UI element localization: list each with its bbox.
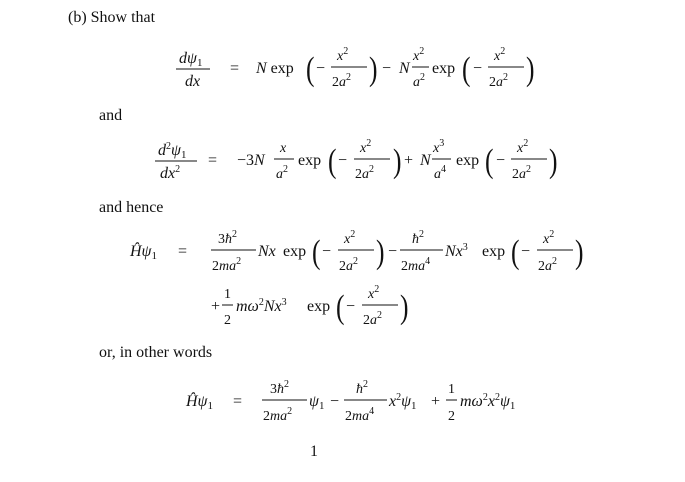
svg-text:ψ1: ψ1 <box>309 393 325 412</box>
svg-text:exp: exp <box>432 60 456 77</box>
svg-text:−: − <box>316 60 326 77</box>
svg-text:Nx: Nx <box>258 243 276 260</box>
svg-text:2ma2: $2ma^2$ <box>263 406 293 424</box>
svg-text:(: ( <box>485 141 494 180</box>
svg-text:ħ2: $ħ^2$ <box>356 379 368 397</box>
svg-text:2ma4: $2ma^4$ <box>401 256 431 274</box>
svg-text:1: 1 <box>448 382 455 397</box>
svg-text:x2: $x^2$ <box>413 46 425 64</box>
svg-text:x2: $x^2$ <box>360 138 372 156</box>
svg-text:x3: $x^3$ <box>433 138 445 156</box>
equation-4 <box>185 379 515 424</box>
svg-text:d2ψ1: $d^2\psi 1$ <box>158 141 187 161</box>
svg-text:a2: $a^2$ <box>413 72 425 90</box>
svg-text:−: − <box>346 298 356 315</box>
svg-text:2a2: $2a^2$ <box>512 164 531 182</box>
svg-text:mω2x2ψ1: $m\omega^2x^2\psi 1$ <box>460 392 516 412</box>
svg-text:x: x <box>280 141 287 156</box>
svg-text:x2: $x^2$ <box>543 229 555 247</box>
svg-text:exp: exp <box>482 243 506 260</box>
svg-text:): ) <box>549 141 558 180</box>
svg-text:−: − <box>330 393 340 410</box>
svg-text:−: − <box>338 152 348 169</box>
svg-text:dψ1: dψ1 <box>179 50 203 69</box>
svg-text:2a2: $2a^2$ <box>332 72 351 90</box>
svg-text:−: − <box>496 152 506 169</box>
svg-text:−: − <box>521 243 531 260</box>
svg-text:Ĥψ1: Ĥψ1 <box>130 243 157 262</box>
svg-text:2a2: $2a^2$ <box>363 310 382 328</box>
svg-text:): ) <box>369 49 378 88</box>
svg-text:−: − <box>382 60 392 77</box>
svg-text:N: N <box>399 60 410 77</box>
svg-text:x2: $x^2$ <box>344 229 356 247</box>
svg-text:(: ( <box>336 287 345 326</box>
svg-text:N exp: N exp <box>256 60 294 77</box>
svg-text:2a2: $2a^2$ <box>538 256 557 274</box>
svg-text:−: − <box>473 60 483 77</box>
svg-text:): ) <box>393 141 402 180</box>
svg-text:a2: $a^2$ <box>276 164 288 182</box>
svg-text:exp: exp <box>456 152 480 169</box>
svg-text:−: − <box>388 243 398 260</box>
svg-text:Ĥψ1: Ĥψ1 <box>186 393 213 412</box>
svg-text:−: − <box>322 243 332 260</box>
svg-text:(: ( <box>511 232 520 271</box>
connector-and: and <box>99 107 123 124</box>
svg-text:2a2: $2a^2$ <box>339 256 358 274</box>
svg-text:1: 1 <box>224 287 231 302</box>
svg-text:): ) <box>400 287 409 326</box>
svg-text:2ma2: $2ma^2$ <box>212 256 242 274</box>
svg-text:exp: exp <box>298 152 322 169</box>
svg-text:=: = <box>233 393 243 410</box>
equation-3 <box>129 229 583 328</box>
svg-text:+: + <box>431 393 441 410</box>
page-number: 1 <box>310 443 318 460</box>
svg-text:=: = <box>178 243 188 260</box>
part-heading: (b) Show that <box>68 9 156 26</box>
connector-other-words: or, in other words <box>99 344 213 361</box>
svg-text:N: N <box>420 152 431 169</box>
svg-text:x2: $x^2$ <box>494 46 506 64</box>
svg-text:): ) <box>376 232 385 271</box>
svg-text:2ma4: $2ma^4$ <box>345 406 375 424</box>
svg-text:x2: $x^2$ <box>337 46 349 64</box>
svg-text:+: + <box>404 152 414 169</box>
svg-text:): ) <box>526 49 535 88</box>
svg-text:(: ( <box>462 49 471 88</box>
svg-text:exp: exp <box>283 243 307 260</box>
svg-text:−3N: −3N <box>237 152 265 169</box>
svg-text:x2: $x^2$ <box>368 284 380 302</box>
equation-2 <box>155 138 557 182</box>
svg-text:3ħ2: $3ħ^2$ <box>270 379 289 397</box>
svg-text:=: = <box>208 152 218 169</box>
connector-and-hence: and hence <box>99 199 164 216</box>
equation-1 <box>176 46 534 90</box>
svg-text:x2: $x^2$ <box>517 138 529 156</box>
svg-text:mω2Nx3: $m\omega^2Nx^3$ <box>236 297 287 315</box>
svg-text:(: ( <box>328 141 337 180</box>
svg-text:a4: $a^4$ <box>434 164 446 182</box>
svg-text:dx2: $dx^2$ <box>160 164 181 182</box>
svg-text:(: ( <box>306 49 315 88</box>
svg-text:Nx3: Nx$^3$ <box>445 242 468 260</box>
svg-text:3ħ2: $3ħ^2$ <box>218 229 237 247</box>
svg-text:x2ψ1: $x^2\psi 1$ <box>389 392 417 412</box>
svg-text:2: 2 <box>224 313 231 328</box>
svg-text:2a2: $2a^2$ <box>355 164 374 182</box>
svg-text:dx: dx <box>185 73 201 90</box>
svg-text:2: 2 <box>448 409 455 424</box>
svg-text:2a2: $2a^2$ <box>489 72 508 90</box>
svg-text:+: + <box>211 298 221 315</box>
svg-text:): ) <box>575 232 584 271</box>
svg-text:exp: exp <box>307 298 331 315</box>
svg-text:ħ2: $ħ^2$ <box>412 229 424 247</box>
svg-text:(: ( <box>312 232 321 271</box>
svg-text:=: = <box>230 60 240 77</box>
